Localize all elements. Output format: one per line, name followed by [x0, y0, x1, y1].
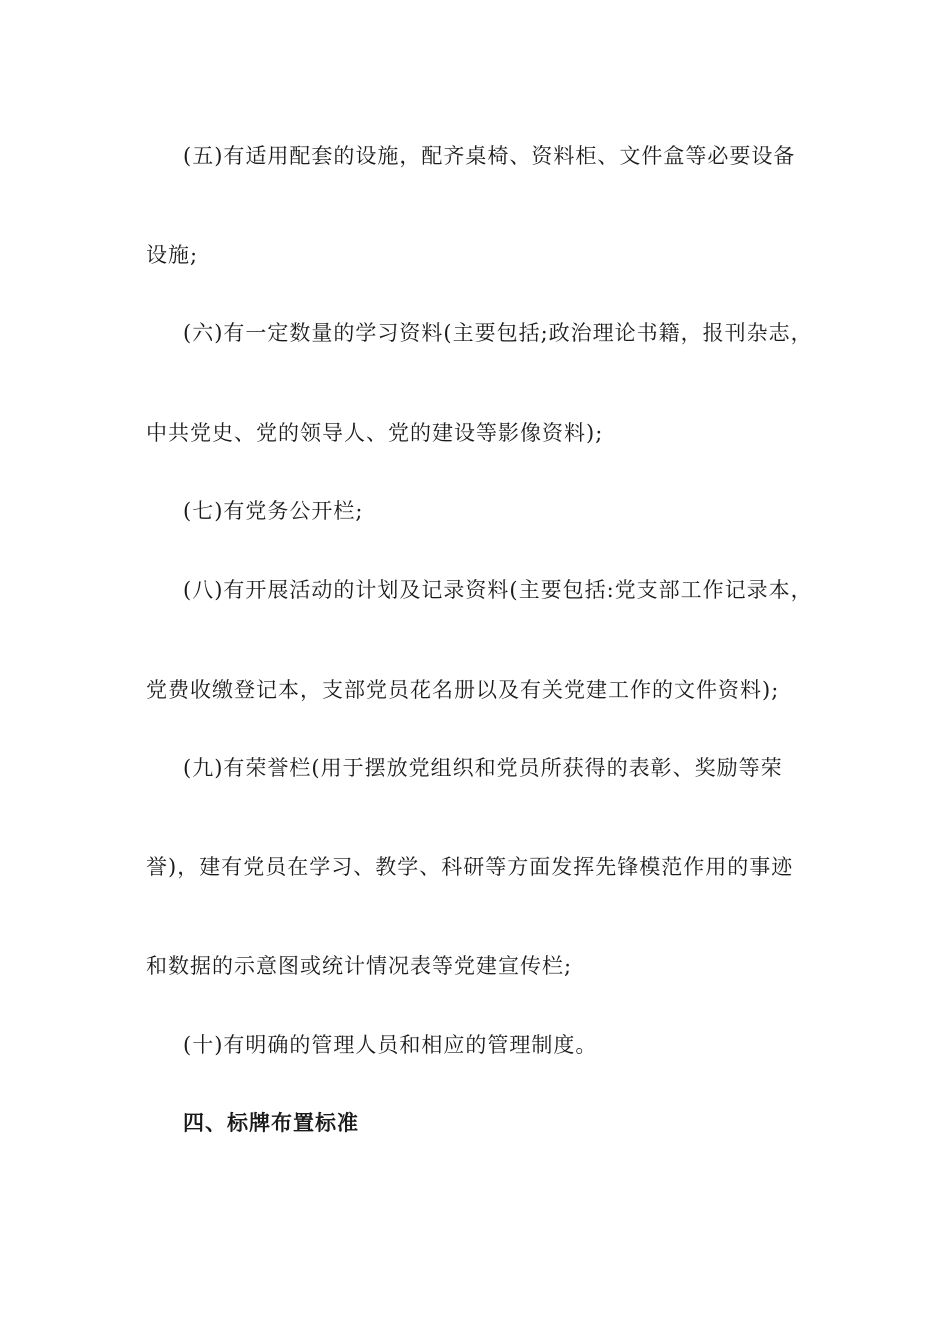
- section-heading: 四、标牌布置标准: [183, 1111, 359, 1135]
- paragraph-item-9-line-2: 誉)，建有党员在学习、教学、科研等方面发挥先锋模范作用的事迹: [146, 855, 794, 879]
- paragraph-item-9-line-3: 和数据的示意图或统计情况表等党建宣传栏;: [146, 954, 573, 978]
- paragraph-item-8-line-2: 党费收缴登记本，支部党员花名册以及有关党建工作的文件资料);: [146, 678, 780, 702]
- paragraph-item-7: (七)有党务公开栏;: [183, 499, 364, 523]
- paragraph-item-5-line-2: 设施;: [146, 243, 199, 267]
- paragraph-item-5-line-1: (五)有适用配套的设施，配齐桌椅、资料柜、文件盒等必要设备: [183, 144, 796, 168]
- paragraph-item-6-line-2: 中共党史、党的领导人、党的建设等影像资料);: [146, 421, 604, 445]
- paragraph-item-8-line-1: (八)有开展活动的计划及记录资料(主要包括:党支部工作记录本，: [183, 578, 813, 602]
- paragraph-item-6-line-1: (六)有一定数量的学习资料(主要包括;政治理论书籍，报刊杂志，: [183, 321, 813, 345]
- paragraph-item-10: (十)有明确的管理人员和相应的管理制度。: [183, 1033, 598, 1057]
- paragraph-item-9-line-1: (九)有荣誉栏(用于摆放党组织和党员所获得的表彰、奖励等荣: [183, 756, 783, 780]
